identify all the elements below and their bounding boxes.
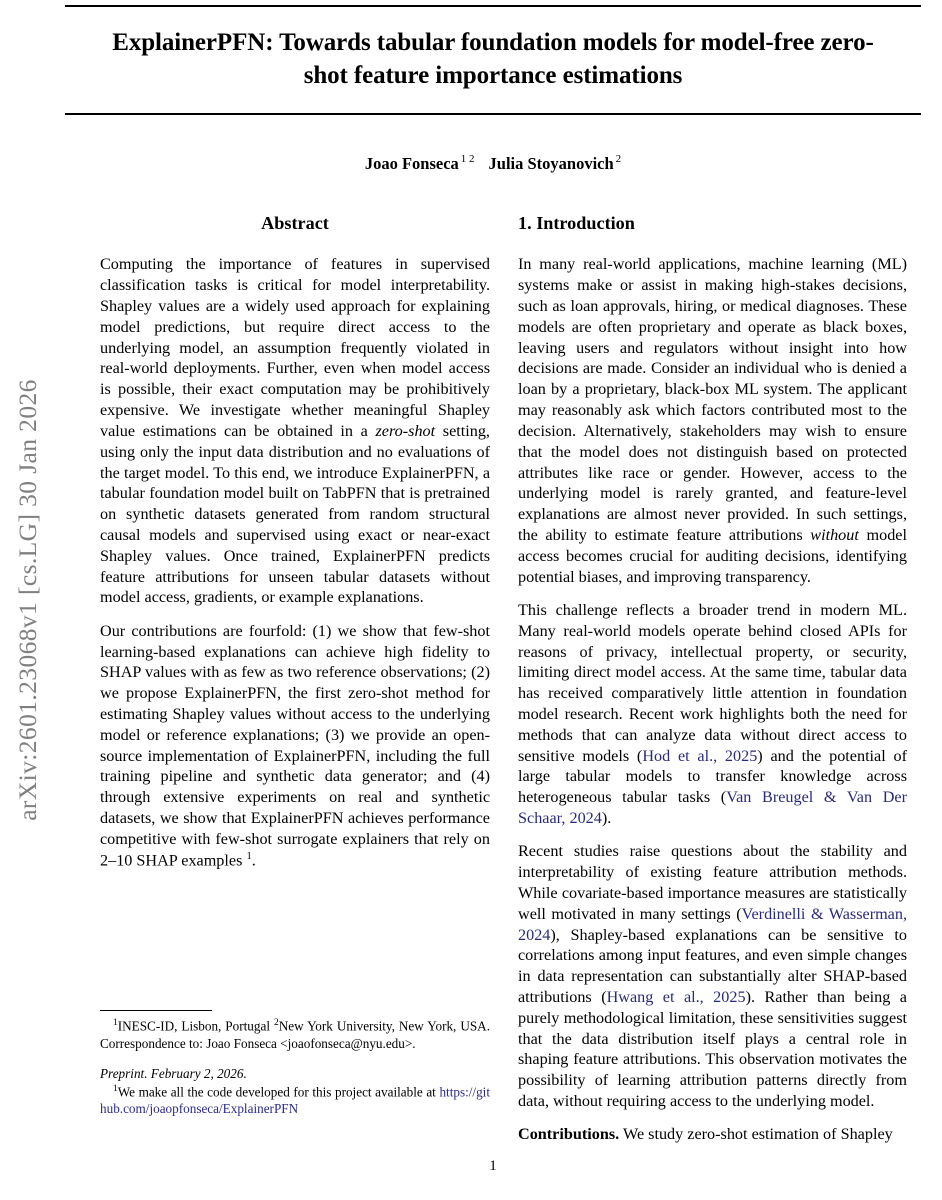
footnote-separator-rule — [100, 1010, 212, 1011]
header-rule-bottom — [65, 113, 921, 115]
footnote-code-availability — [100, 1083, 490, 1118]
intro-p1-emphasis: without — [810, 525, 859, 544]
footnote-mark-2: 2 — [273, 1018, 279, 1028]
author-list — [65, 153, 921, 174]
page-title: ExplainerPFN: Towards tabular foundation models for model-free zero-shot feature importance estimations — [112, 29, 874, 89]
footnote-affiliations — [100, 1017, 490, 1052]
footnote-mark-1: 1 — [113, 1018, 118, 1028]
citation-link-van-breugel-2024[interactable]: Van Breugel & Van Der Schaar, 2024 — [518, 788, 907, 828]
arxiv-stamp-text: arXiv:2601.23068v1 [cs.LG] 30 Jan 2026 — [13, 379, 42, 821]
intro-p2-part-a: This challenge reflects a broader trend in modern ML. Many real-world models operate behind closed APIs for reasons of privacy, intellectual property, or security, limiting direct model access. At the same time, tabular data has received comparatively little attention in foundation model research. Recent work highlights both the need for methods that can analyze data without direct access to sensitive models ( — [518, 600, 907, 765]
intro-p3-part-b: ), Shapley-based explanations can be sensitive to correlations among input features, and even simple changes in data representation can substantially alter SHAP-based attributions ( — [518, 925, 907, 1007]
intro-p4-text: We study zero-shot estimation of Shapley — [619, 1125, 893, 1144]
author-entry — [489, 154, 622, 173]
intro-p3-part-a: Recent studies raise questions about the stability and interpretability of existing feature attribution methods. While covariate-based importance measures are statistically well motivated in many settings ( — [518, 842, 907, 923]
author-affiliation-marks: 2 — [615, 153, 622, 165]
abstract-paragraph-1 — [100, 254, 490, 608]
citation-link-verdinelli-2024[interactable]: Verdinelli & Wasserman, 2024 — [518, 904, 908, 944]
intro-p2-part-b: ) and the potential of large tabular models to transfer knowledge across heterogeneous tabular tasks ( — [518, 746, 907, 807]
abstract-p1-part-a: Computing the importance of features in supervised classification tasks is critical for model interpretability. Shapley values are a widely used approach for explaining model predictions, but require direct access to the underlying model, an assumption frequently violated in real-world deployments. Further, even when model access is possible, their exact computation may be prohibitively expensive. We investigate whether meaningful Shapley value estimations can be obtained in a — [100, 255, 490, 440]
author-affiliation-marks: 1 2 — [460, 153, 475, 165]
intro-p2-part-c: ). — [601, 809, 612, 828]
abstract-p2-part-a: Our contributions are fourfold: (1) we show that few-shot learning-based explanations can achieve high fidelity to SHAP values with as few as two reference observations; (2) we propose ExplainerPFN, the first zero-shot method for estimating Shapley values without access to the underlying model or reference explanations; (3) we provide an open-source implementation of ExplainerPFN, including the full training pipeline and synthetic data generator; and (4) through extensive experiments on real and synthetic datasets, we show that ExplainerPFN achieves performance competitive with few-shot surrogate explainers that rely on 2–10 SHAP examples — [100, 621, 490, 870]
abstract-p1-part-b: setting, using only the input data distribution and no evaluations of the target model. To this end, we introduce ExplainerPFN, a tabular foundation model built on TabPFN that is pretrained on synthetic datasets generated from random structural causal models and supervised using exact or near-exact Shapley values. Once trained, ExplainerPFN predicts feature attributions for unseen tabular datasets without model access, gradients, or example explanations. — [100, 421, 490, 607]
abstract-paragraph-2 — [100, 621, 490, 871]
citation-link-hwang-2025[interactable]: Hwang et al., 2025 — [606, 988, 746, 1007]
footnote-affiliation-1: INESC-ID, Lisbon, Portugal — [117, 1018, 274, 1034]
footnote-block — [100, 1010, 490, 1118]
author-entry — [365, 154, 475, 173]
intro-paragraph-3 — [518, 841, 907, 1112]
author-name: Julia Stoyanovich — [488, 153, 614, 173]
page-number: 1 — [489, 1158, 497, 1174]
intro-p1-part-a: In many real-world applications, machine learning (ML) systems make or assist in making high-stakes decisions, such as loan approvals, hiring, or medical diagnoses. These models are often proprietary and operate as black boxes, leaving users and regulators without insight into how decisions are made. Consider an individual who is denied a loan by a proprietary, black-box ML system. The applicant may reasonably ask which factors contributed most to the decision. Alternatively, stakeholders may wish to ensure that the model does not distinguish based on protected attributes like race or gender. However, access to the underlying model is rarely granted, and feature-level explanations are almost never provided. In such settings, the ability to estimate feature attributions — [518, 255, 907, 544]
preprint-notice: Preprint. February 2, 2026. — [100, 1065, 247, 1081]
intro-paragraph-1 — [518, 254, 907, 587]
abstract-heading: Abstract — [261, 213, 329, 233]
intro-p3-part-c: ). Rather than being a purely methodological limitation, these sensitivities suggest that the data distribution itself plays a central role in shaping feature attributions. This observation motivates the possibility of learning attribution patterns directly from data, without requiring access to the underlying model. — [518, 988, 907, 1111]
footnote-affiliation-2: New York University, New York, USA. Correspondence to: Joao Fonseca <joaofonseca@nyu.edu>. — [100, 1018, 490, 1051]
footnote-code-text: We make all the code developed for this project available at — [117, 1084, 440, 1100]
introduction-heading: 1. Introduction — [518, 213, 635, 233]
introduction-column — [518, 212, 907, 1145]
github-repository-link[interactable]: https://github.com/joaopfonseca/ExplainerPFN — [100, 1084, 490, 1117]
footnote-reference-marker[interactable]: 1 — [246, 850, 252, 862]
citation-link-hod-2025[interactable]: Hod et al., 2025 — [642, 746, 758, 765]
author-name: Joao Fonseca — [364, 153, 459, 173]
abstract-column — [100, 212, 490, 871]
header-rule-top — [65, 5, 921, 7]
footnote-mark-code: 1 — [113, 1083, 118, 1094]
intro-paragraph-4 — [518, 1124, 907, 1145]
contributions-label: Contributions. — [518, 1125, 620, 1144]
paper-page — [65, 0, 921, 1200]
intro-p1-part-b: model access becomes crucial for auditing decisions, identifying potential biases, and improving transparency. — [518, 525, 907, 586]
arxiv-stamp — [0, 0, 56, 1200]
abstract-p2-part-b: . — [251, 851, 256, 870]
intro-paragraph-2 — [518, 600, 907, 829]
abstract-p1-emphasis: zero-shot — [375, 421, 436, 440]
